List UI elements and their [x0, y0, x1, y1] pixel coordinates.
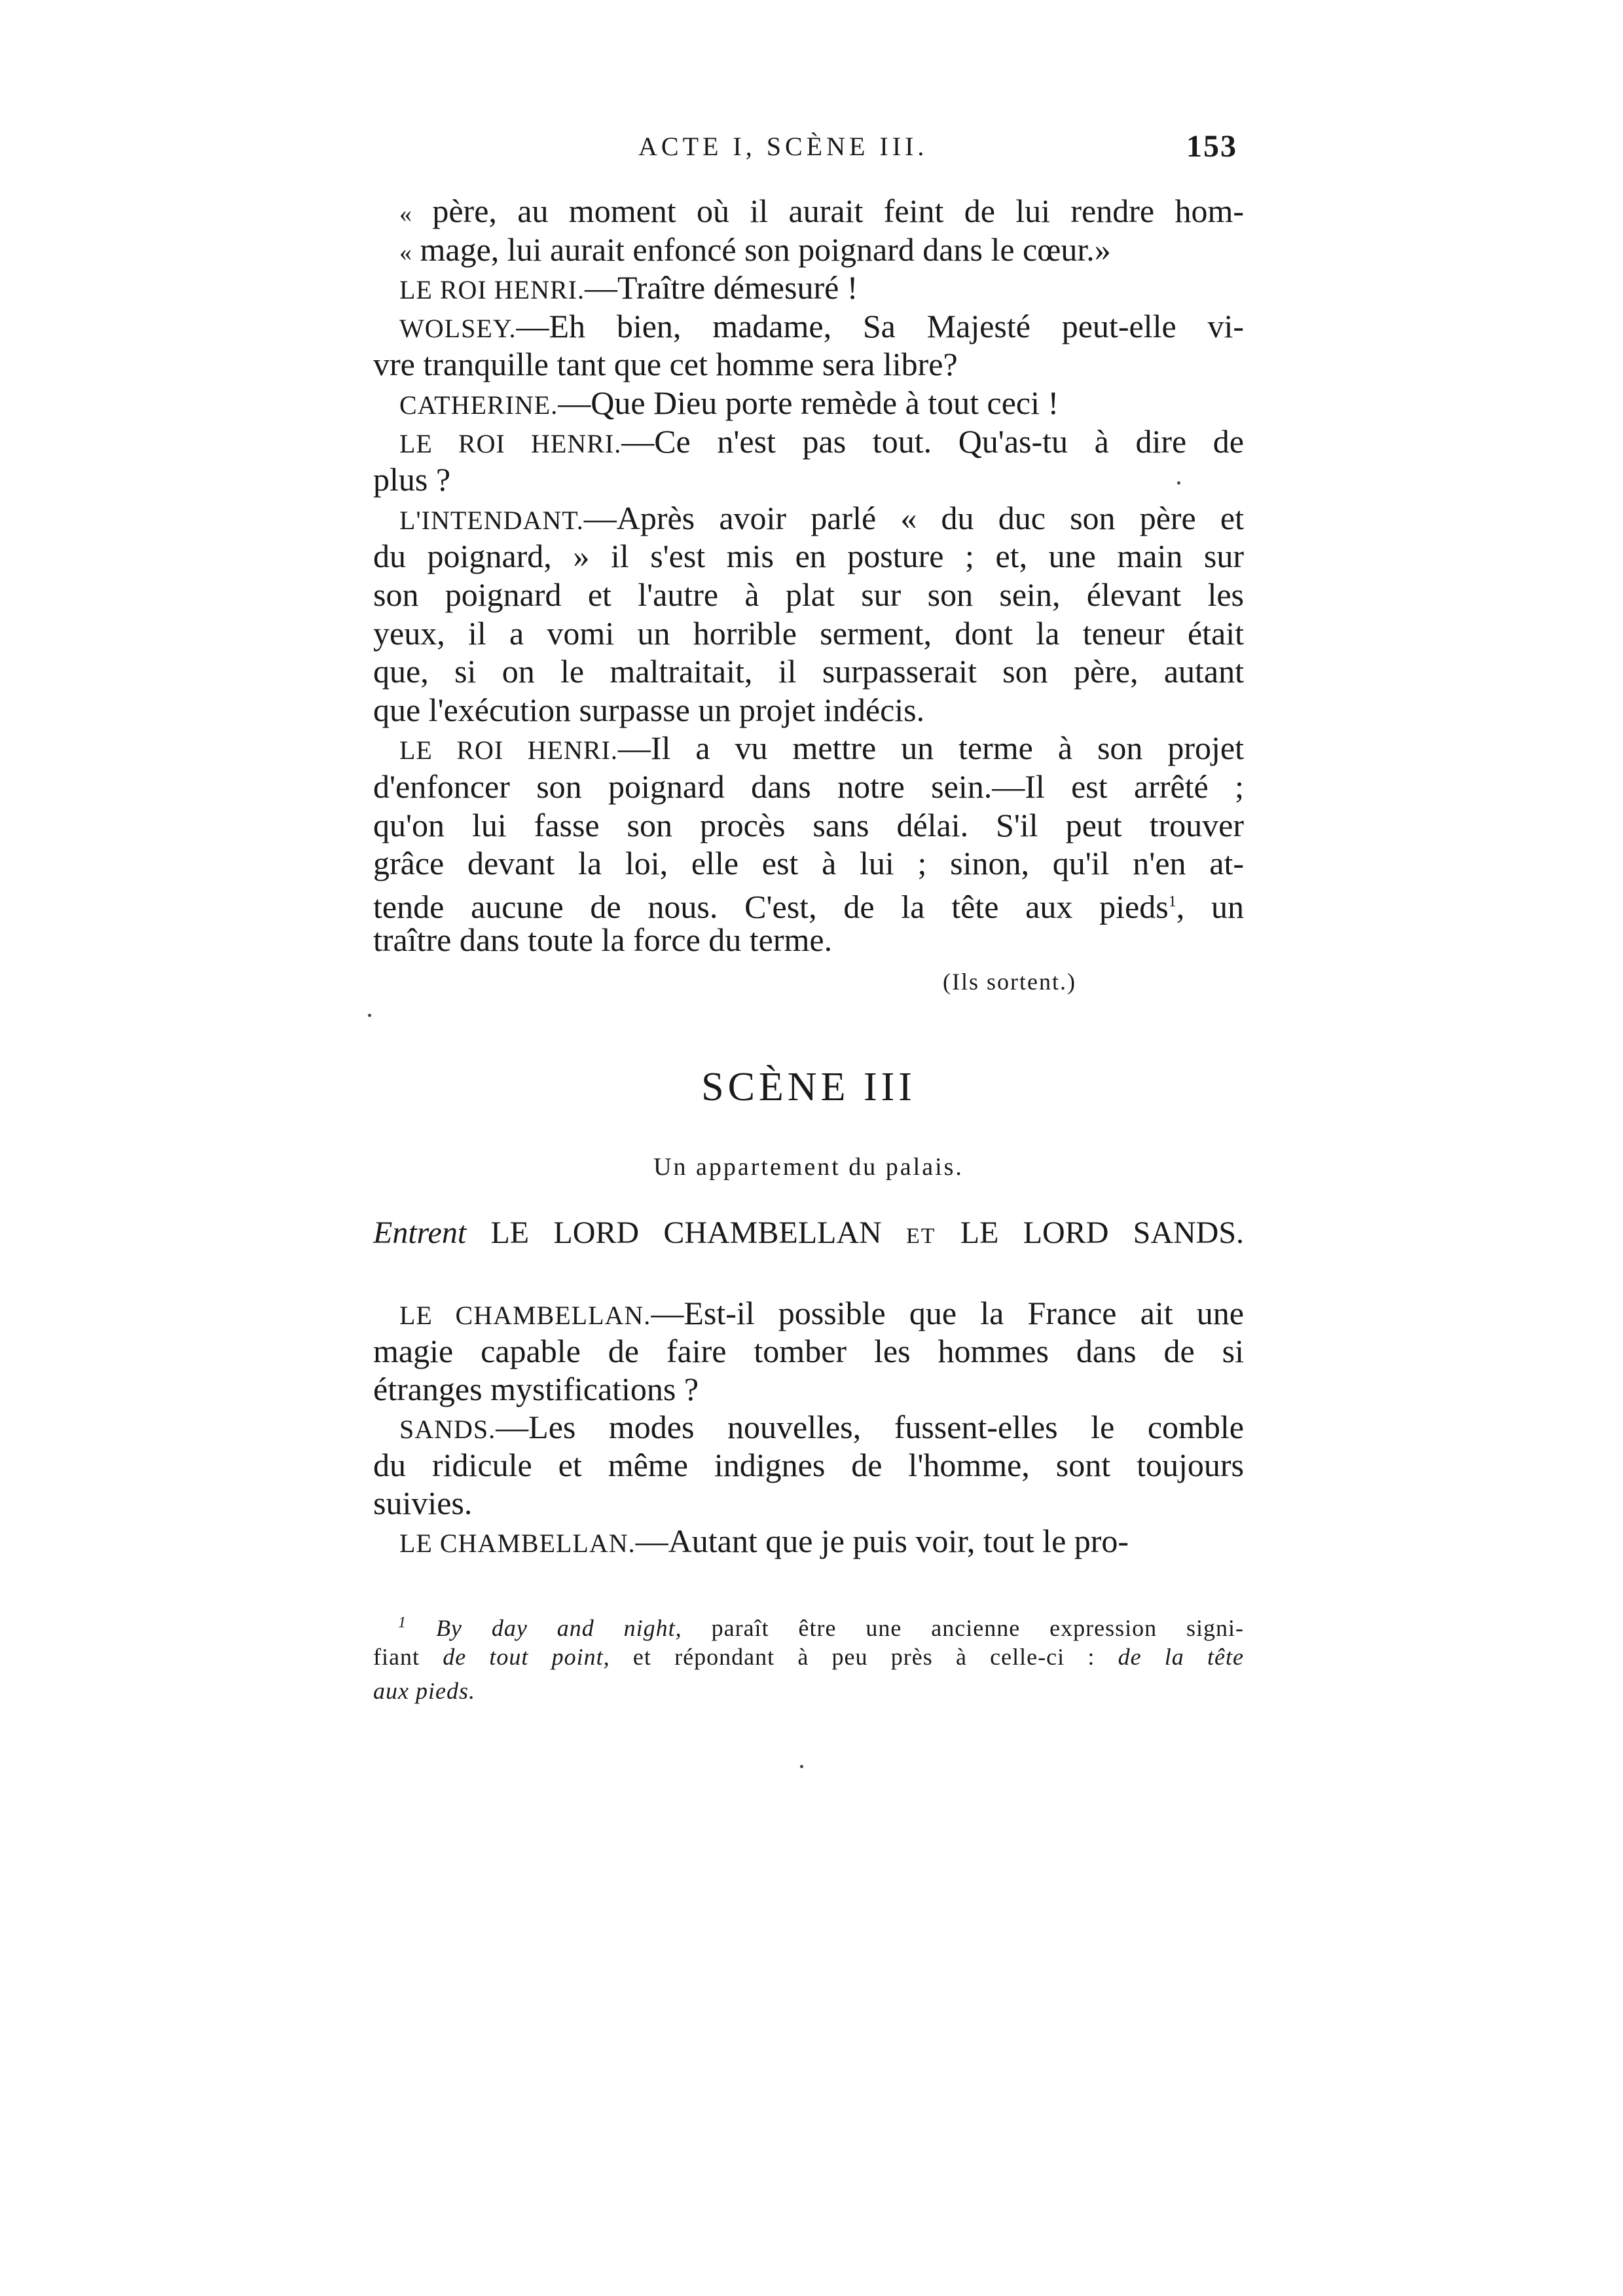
line-text: —Traître démesuré ! [584, 269, 858, 306]
scene-setting: Un appartement du palais. [653, 1153, 964, 1181]
line-text: —Eh bien, madame, Sa Majesté peut-elle vi- [516, 307, 1244, 344]
text-line [373, 728, 1244, 770]
line-text: mage, lui aurait enfoncé son poignard dans le cœur.» [412, 231, 1111, 268]
text-line [373, 652, 1244, 691]
entrance-person: LE LORD SANDS. [960, 1215, 1245, 1250]
speaker-name: L'INTENDANT. [399, 505, 584, 535]
line-text: d'enfoncer son poignard dans notre sein.—Il est arrêté ; [373, 768, 1244, 805]
quote-mark: « [399, 238, 412, 267]
text-line [373, 344, 1244, 384]
speaker-name: WOLSEY. [399, 313, 517, 343]
line-text: son poignard et l'autre à plat sur son sein, élevant les [373, 576, 1244, 613]
line-text: que, si on le maltraitait, il surpasserait son père, autant [373, 653, 1244, 690]
text-line [373, 920, 1244, 959]
line-text: étranges mystifications ? [373, 1371, 699, 1407]
speaker-name: LE CHAMBELLAN. [399, 1301, 651, 1330]
line-text: suivies. [373, 1485, 473, 1521]
line-text: —Que Dieu porte remède à tout ceci ! [558, 384, 1059, 421]
entrance-conjunction: ET [905, 1224, 936, 1248]
running-title: ACTE I, SCÈNE III. [638, 132, 928, 161]
line-text: tende aucune de nous. C'est, de la tête aux pieds [373, 888, 1169, 925]
stage-direction: (Ils sortent.) [943, 969, 1076, 995]
line-text: du ridicule et même indignes de l'homme, sont toujours [373, 1447, 1244, 1483]
line-text: père, au moment où il aurait feint de lui rendre hom- [412, 193, 1244, 229]
text-line [373, 536, 1244, 576]
line-text: qu'on lui fasse son procès sans délai. S'il peut trouver [373, 806, 1244, 843]
line-text: —Il a vu mettre un terme à son projet [617, 730, 1244, 767]
page-header [373, 131, 1244, 177]
footnote-line: $^1$ By day and night, paraît être une ancienne expression signi- [373, 1606, 1244, 1645]
ink-speck [1177, 481, 1180, 485]
line-text: vre tranquille tant que cet homme sera libre? [373, 346, 958, 383]
line-text: plus ? [373, 461, 451, 498]
text-line [373, 230, 1244, 272]
line-text: grâce devant la loi, elle est à lui ; sinon, qu'il n'en at- [373, 845, 1244, 882]
page-number: 153 [1186, 129, 1237, 164]
text-line [373, 268, 1244, 310]
text-line [373, 767, 1244, 806]
line-text: —Est-il possible que la France ait une [651, 1295, 1244, 1331]
text-line [373, 498, 1244, 540]
footnote-mark: 1 [398, 1614, 407, 1631]
line-text: du poignard, » il s'est mis en posture ; et, une main sur [373, 538, 1244, 575]
speaker-name: CATHERINE. [399, 390, 558, 420]
speaker-name: LE CHAMBELLAN. [399, 1528, 636, 1558]
line-text: yeux, il a vomi un horrible serment, dont la teneur était [373, 614, 1244, 652]
text-line [373, 1369, 1244, 1409]
footnote-line: aux pieds. [373, 1678, 475, 1704]
line-text: traître dans toute la force du terme. [373, 921, 833, 959]
text-line [373, 1521, 1244, 1563]
footnote-ref: 1 [1168, 893, 1176, 910]
text-line [373, 805, 1244, 845]
text-line [373, 1331, 1244, 1371]
ink-speck [800, 1765, 803, 1768]
speaker-name: LE ROI HENRI. [399, 735, 618, 766]
text-line [373, 1445, 1244, 1485]
text-line [373, 460, 1244, 499]
entrance-verb: Entrent [373, 1215, 467, 1250]
text-line [373, 882, 1244, 927]
entrance-direction [373, 1215, 1244, 1251]
line-text: magie capable de faire tomber les hommes dans de si [373, 1333, 1244, 1369]
line-text: , un [1176, 888, 1244, 925]
speaker-name: LE ROI HENRI. [399, 428, 622, 458]
quote-mark: « [399, 200, 412, 228]
line-text: —Ce n'est pas tout. Qu'as-tu à dire de [621, 422, 1244, 460]
ink-speck [368, 1014, 371, 1017]
scene-title: SCÈNE III [701, 1065, 916, 1109]
line-text: —Autant que je puis voir, tout le pro- [635, 1523, 1129, 1559]
text-line [373, 690, 1244, 730]
speaker-name: SANDS. [399, 1415, 496, 1444]
text-line [373, 1483, 1244, 1523]
text-line [373, 422, 1244, 464]
line-text: —Les modes nouvelles, fussent-elles le comble [496, 1409, 1244, 1445]
text-line [373, 1407, 1244, 1449]
text-line [373, 614, 1244, 653]
line-text: que l'exécution surpasse un projet indécis. [373, 691, 925, 728]
text-line [373, 383, 1244, 425]
footnote-line: fiant de tout point, et répondant à peu près à celle-ci : de la tête [373, 1644, 1244, 1670]
line-text: —Après avoir parlé « du duc son père et [583, 499, 1244, 536]
text-line [373, 575, 1244, 614]
speaker-name: LE ROI HENRI. [399, 275, 585, 305]
text-line [373, 191, 1244, 234]
text-line [373, 843, 1244, 883]
text-line [373, 306, 1244, 348]
entrance-person: LE LORD CHAMBELLAN [490, 1215, 882, 1250]
text-line [373, 1293, 1244, 1335]
